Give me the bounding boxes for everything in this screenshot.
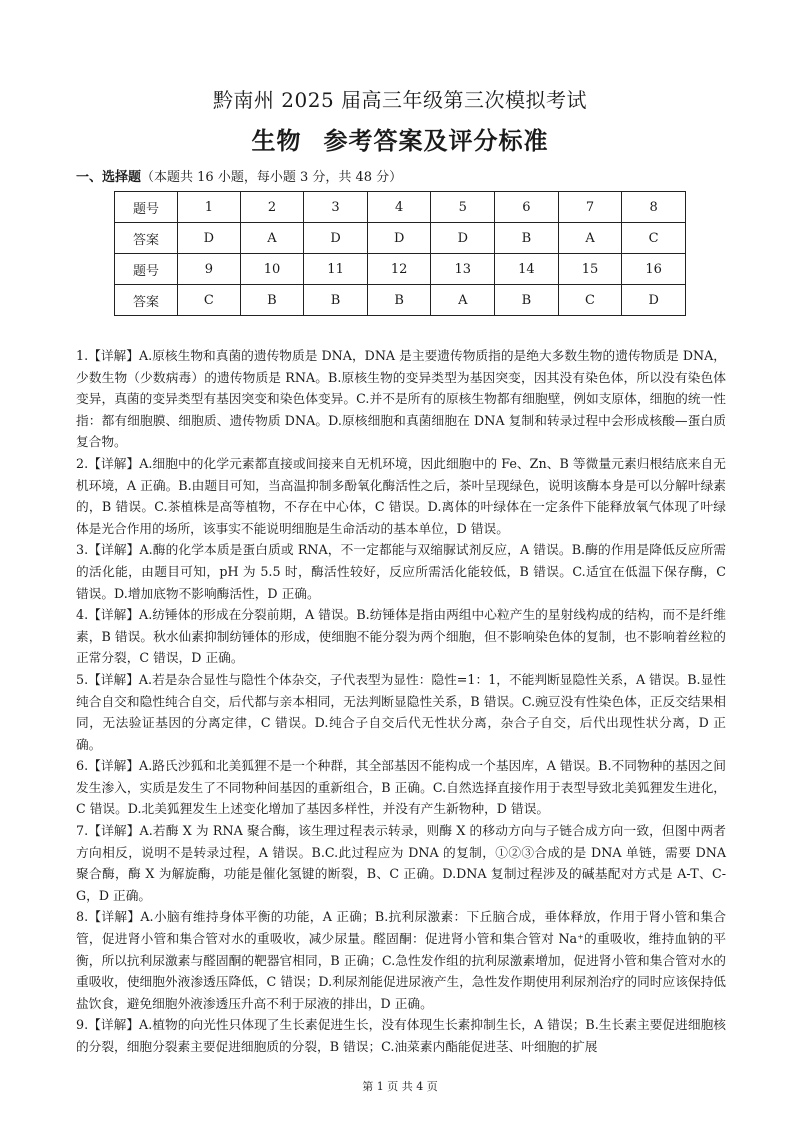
answer-table <box>114 191 686 316</box>
answer-cell: B <box>367 285 431 316</box>
explanation-paragraph: 1.【详解】A.原核生物和真菌的遗传物质是 DNA，DNA 是主要遗传物质指的是绝大多数生物的遗传物质是 DNA，少数生物（少数病毒）的遗传物质是 RNA。B.原核生物的变异类型为基因突变，因其没有染色体，所以没有染色体变异，真菌的变异类型有基因突变和染色体变异。C.并不是所有的原核生物都有细胞壁，例如支原体，细胞的统一性指：都有细胞膜、细胞质、遗传物质 DNA。D.原核细胞和真菌细胞在 DNA 复制和转录过程中会形成核酸—蛋白质复合物。 <box>76 348 726 450</box>
question-number: 15 <box>558 254 622 285</box>
answer-cell: B <box>495 285 559 316</box>
question-number: 6 <box>495 192 559 223</box>
question-number: 10 <box>240 254 304 285</box>
row-label: 答案 <box>115 223 178 254</box>
question-number: 16 <box>622 254 686 285</box>
answer-row <box>115 285 686 316</box>
answer-key-title <box>0 121 800 156</box>
answer-cell: C <box>178 285 241 316</box>
page-number: 第 1 页 共 4 页 <box>362 1080 438 1093</box>
explanation-paragraph: 5.【详解】A.若是杂合显性与隐性个体杂交，子代表型为显性：隐性=1：1，不能判断显隐性关系，A 错误。B.显性纯合自交和隐性纯合自交，后代都与亲本相同，无法判断显隐性关系，B 错误。C.豌豆没有性染色体，正反交结果相同，无法验证基因的分离定律，C 错误。D.纯合子自交后代无性状分离，杂合子自交，后代出现性状分离，D 正确。 <box>76 671 726 752</box>
question-number: 11 <box>304 254 368 285</box>
answer-cell: B <box>495 223 559 254</box>
question-number: 13 <box>431 254 495 285</box>
section-heading <box>76 166 402 185</box>
question-number: 12 <box>367 254 431 285</box>
question-number: 4 <box>367 192 431 223</box>
explanations <box>76 345 726 1058</box>
answer-cell: D <box>622 285 686 316</box>
explanation-paragraph: 9.【详解】A.植物的向光性只体现了生长素促进生长，没有体现生长素抑制生长，A 错误；B.生长素主要促进细胞核的分裂，细胞分裂素主要促进细胞质的分裂，B 错误；C.油菜素内酯能促进茎、叶细胞的扩展 <box>76 1017 726 1054</box>
question-number: 8 <box>622 192 686 223</box>
row-label: 题号 <box>115 254 178 285</box>
answer-cell: A <box>240 223 304 254</box>
answer-cell: D <box>304 223 368 254</box>
answer-cell: C <box>622 223 686 254</box>
explanation-paragraph: 6.【详解】A.路氏沙狐和北美狐狸不是一个种群，其全部基因不能构成一个基因库，A 错误。B.不同物种的基因之间发生渗入，实质是发生了不同物种间基因的重新组合，B 正确。C.自然选择直接作用于表型导致北美狐狸发生进化，C 错误。D.北美狐狸发生上述变化增加了基因多样性，并没有产生新物种，D 错误。 <box>76 758 726 817</box>
row-label: 答案 <box>115 285 178 316</box>
question-number-row <box>115 254 686 285</box>
explanation-paragraph: 7.【详解】A.若酶 X 为 RNA 聚合酶，该生理过程表示转录，则酶 X 的移动方向与子链合成方向一致，但图中两者方向相反，说明不是转录过程，A 错误。B.C.此过程应为 DNA 的复制，①②③合成的是 DNA 单链，需要 DNA 聚合酶，酶 X 为解旋酶，功能是催化氢键的断裂，B、C 正确。D.DNA 复制过程涉及的碱基配对方式是 A-T、C-G，D 正确。 <box>76 823 726 903</box>
question-number: 2 <box>240 192 304 223</box>
question-number: 5 <box>431 192 495 223</box>
answer-cell: A <box>431 285 495 316</box>
explanation-paragraph: 8.【详解】A.小脑有维持身体平衡的功能，A 正确；B.抗利尿激素：下丘脑合成，垂体释放，作用于肾小管和集合管，促进肾小管和集合管对水的重吸收，减少尿量。醛固酮：促进肾小管和集合管对 Na⁺的重吸收，维持血钠的平衡，所以抗利尿激素与醛固酮的靶器官相同，B 正确；C.急性发作组的抗利尿激素增加，促进肾小管和集合管对水的重吸收，使细胞外液渗透压降低，C 错误；D.利尿剂能促进尿液产生，急性发作期使用利尿剂治疗的同时应该保持低盐饮食，避免细胞外液渗透压升高不利于尿液的排出，D 正确。 <box>76 909 726 1011</box>
question-number: 14 <box>495 254 559 285</box>
question-number: 9 <box>178 254 241 285</box>
explanation-paragraph: 4.【详解】A.纺锤体的形成在分裂前期，A 错误。B.纺锤体是指由两组中心粒产生的星射线构成的结构，而不是纤维素，B 错误。秋水仙素抑制纺锤体的形成，使细胞不能分裂为两个细胞，但不影响染色体的复制，也不影响着丝粒的正常分裂，C 错误，D 正确。 <box>76 607 726 666</box>
answer-key-subtitle: 参考答案及评分标准 <box>323 126 549 155</box>
question-number-row <box>115 192 686 223</box>
answer-cell: C <box>558 285 622 316</box>
explanation-paragraph: 2.【详解】A.细胞中的化学元素都直接或间接来自无机环境，因此细胞中的 Fe、Zn、B 等微量元素归根结底来自无机环境，A 正确。B.由题目可知，当高温抑制多酚氧化酶活性之后，茶叶呈现绿色，说明该酶本身是可以分解叶绿素的，B 错误。C.茶植株是高等植物，不存在中心体，C 错误。D.离体的叶绿体在一定条件下能释放氧气体现了叶绿体是光合作用的场所，该事实不能说明细胞是生命活动的基本单位，D 错误。 <box>76 455 726 536</box>
section-note: （本题共 16 小题，每小题 3 分，共 48 分） <box>141 170 403 185</box>
answer-cell: B <box>304 285 368 316</box>
answer-cell: D <box>178 223 241 254</box>
row-label: 题号 <box>115 192 178 223</box>
answer-cell: A <box>558 223 622 254</box>
subject-label: 生物 <box>251 126 302 155</box>
question-number: 1 <box>178 192 241 223</box>
exam-title: 黔南州 2025 届高三年级第三次模拟考试 <box>212 88 588 112</box>
answer-cell: D <box>431 223 495 254</box>
section-label: 一、选择题 <box>76 170 142 185</box>
answer-cell: B <box>240 285 304 316</box>
answer-row <box>115 223 686 254</box>
question-number: 7 <box>558 192 622 223</box>
question-number: 3 <box>304 192 368 223</box>
explanation-paragraph: 3.【详解】A.酶的化学本质是蛋白质或 RNA，不一定都能与双缩脲试剂反应，A 错误。B.酶的作用是降低反应所需的活化能，由题目可知，pH 为 5.5 时，酶活性较好，反应所需活化能较低，B 错误。C.适宜在低温下保存酶，C 错误。D.增加底物不影响酶活性，D 正确。 <box>76 542 726 601</box>
answer-cell: D <box>367 223 431 254</box>
